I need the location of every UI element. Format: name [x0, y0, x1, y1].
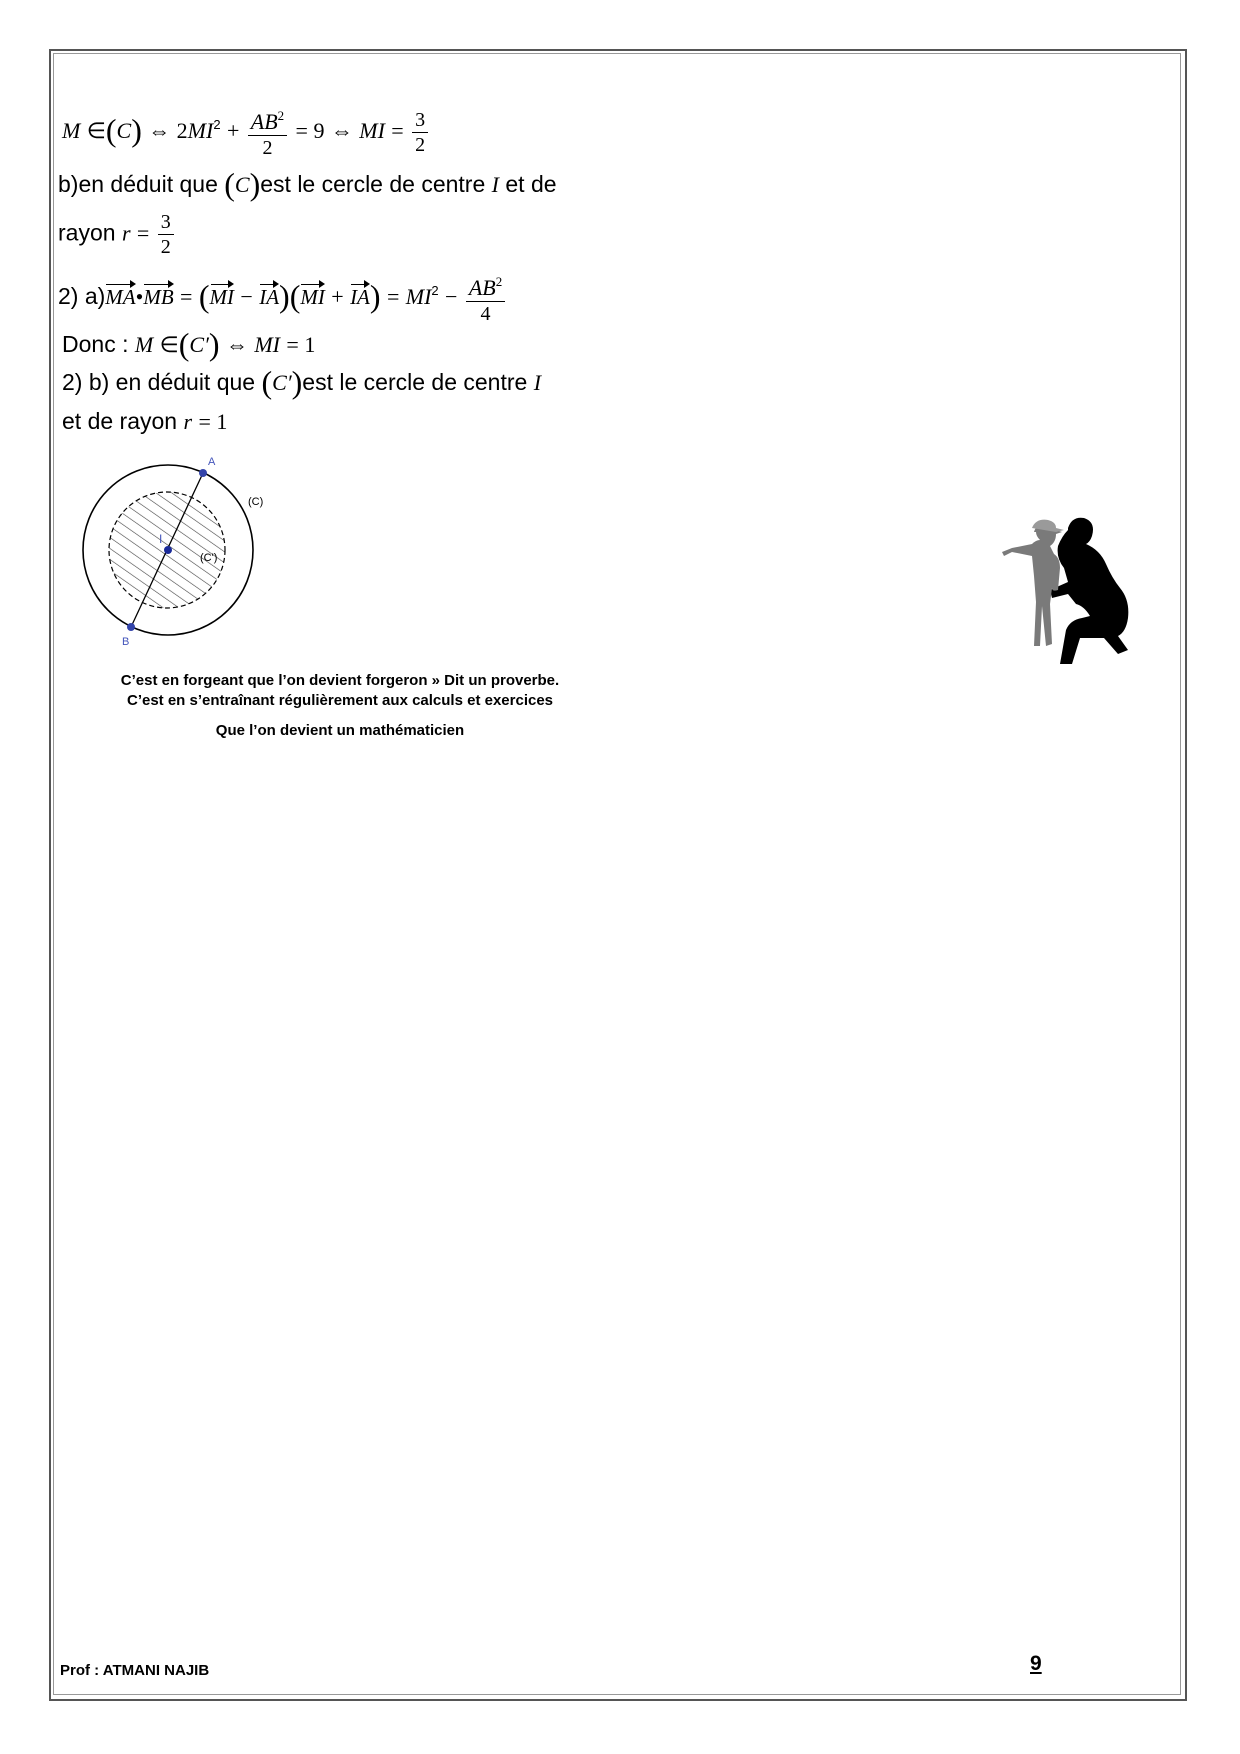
- fraction-den: 2: [415, 133, 426, 156]
- symbol-plus: +: [331, 284, 344, 310]
- text: rayon: [58, 219, 116, 246]
- coef-two: 2: [176, 118, 188, 144]
- fraction-den: 4: [480, 303, 491, 325]
- fraction-den: 2: [262, 137, 273, 159]
- fraction-3-over-2: [412, 108, 428, 157]
- paren: ): [131, 112, 142, 149]
- fraction-ab2-over-4: [466, 270, 505, 326]
- paren: ): [369, 278, 381, 315]
- text-radius-c-prime: [62, 408, 227, 435]
- quote-line-1: C’est en forgeant que l’on devient forgeron » Dit un proverbe.: [120, 672, 560, 689]
- var-i: I: [533, 370, 542, 395]
- fraction-den: 2: [160, 236, 171, 258]
- symbol-minus: −: [445, 284, 458, 310]
- label-a: A: [208, 456, 216, 468]
- text: Donc :: [62, 331, 129, 357]
- label-c: (C): [248, 496, 264, 508]
- text: et de rayon: [62, 408, 178, 434]
- equals-one: = 1: [198, 409, 228, 434]
- symbol-minus: −: [240, 284, 253, 310]
- symbol-plus: +: [226, 118, 240, 144]
- symbol-equals: =: [180, 284, 193, 310]
- symbol-equals: =: [391, 118, 404, 144]
- symbol-equiv: ⇔: [225, 332, 248, 357]
- point-i: [164, 546, 172, 554]
- text-deduction-c: [58, 166, 557, 203]
- vector-ma: MA: [105, 281, 135, 310]
- var-r: r: [121, 220, 131, 246]
- paren: (: [105, 112, 117, 149]
- fraction-num: [248, 104, 287, 136]
- footer-author: Prof : ATMANI NAJIB: [60, 1662, 210, 1679]
- symbol-equals: =: [136, 220, 150, 246]
- equals-one: = 1: [286, 332, 316, 357]
- var-c: C: [116, 118, 132, 144]
- exponent: 2: [495, 274, 503, 289]
- equals-nine: = 9: [295, 118, 325, 144]
- var-c-prime: C′: [272, 370, 292, 395]
- label-c-prime: (C'): [200, 552, 218, 564]
- fraction-num: [466, 270, 505, 302]
- symbol-in: ∈: [159, 332, 179, 357]
- symbol-equals: =: [386, 284, 400, 310]
- symbol-dot: •: [135, 284, 144, 310]
- text: 2) a): [58, 283, 106, 310]
- symbol-equiv: ⇔: [330, 118, 353, 144]
- vector-mb: MB: [143, 281, 173, 310]
- var-mi: MI: [187, 118, 214, 144]
- fraction-num: 3: [412, 108, 428, 133]
- var-r: r: [183, 409, 193, 434]
- quote-line-3: Que l’on devient un mathématicien: [215, 722, 465, 739]
- quote-line-2: C’est en s’entraînant régulièrement aux calculs et exercices: [126, 692, 554, 709]
- var-ab: AB: [250, 109, 278, 134]
- paren: (: [178, 326, 190, 362]
- vector-ia: IA: [259, 281, 279, 310]
- paren: (: [224, 166, 235, 202]
- text: et de: [505, 171, 557, 197]
- equation-dot-product: [58, 270, 507, 326]
- var-mi: MI: [359, 118, 385, 144]
- paren: ): [208, 326, 220, 362]
- paren: (: [261, 364, 273, 400]
- var-c-prime: C′: [189, 332, 209, 357]
- vector-mi: MI: [210, 281, 235, 310]
- paren: ): [249, 166, 261, 202]
- var-m: M: [134, 332, 154, 357]
- var-m: M: [62, 118, 81, 144]
- exponent: 2: [213, 117, 221, 133]
- label-b: B: [122, 636, 130, 648]
- page-number: 9: [1030, 1652, 1042, 1675]
- fraction-ab2-over-2: [248, 104, 287, 160]
- var-mi: MI: [254, 332, 281, 357]
- equation-circle-c-prime: [62, 326, 315, 363]
- father-child-silhouette-icon: [990, 508, 1140, 668]
- paren: ): [279, 278, 290, 315]
- text: b)en déduit que: [58, 171, 218, 197]
- point-a: [199, 469, 207, 477]
- var-mi: MI: [405, 284, 432, 310]
- text: est le cercle de centre: [260, 171, 486, 197]
- var-ab: AB: [468, 275, 496, 300]
- circles-figure: [70, 455, 270, 655]
- symbol-equiv: ⇔: [148, 118, 171, 144]
- label-i: I: [159, 532, 163, 546]
- symbol-in: ∈: [86, 118, 106, 144]
- equation-circle-c: [62, 104, 430, 160]
- paren: ): [291, 364, 303, 400]
- text: est le cercle de centre: [302, 369, 528, 395]
- text: 2) b) en déduit que: [62, 369, 256, 395]
- fraction-3-over-2: [158, 210, 174, 259]
- paren: (: [198, 278, 210, 315]
- exponent: 2: [431, 283, 439, 299]
- fraction-num: 3: [158, 210, 174, 235]
- var-c: C: [234, 172, 250, 197]
- paren: (: [289, 278, 301, 315]
- text-radius-c: [58, 210, 176, 259]
- vector-ia: IA: [350, 281, 370, 310]
- point-b: [127, 623, 135, 631]
- var-i: I: [491, 172, 499, 197]
- exponent: 2: [277, 108, 285, 123]
- text-deduction-c-prime: [62, 364, 541, 401]
- vector-mi: MI: [300, 281, 325, 310]
